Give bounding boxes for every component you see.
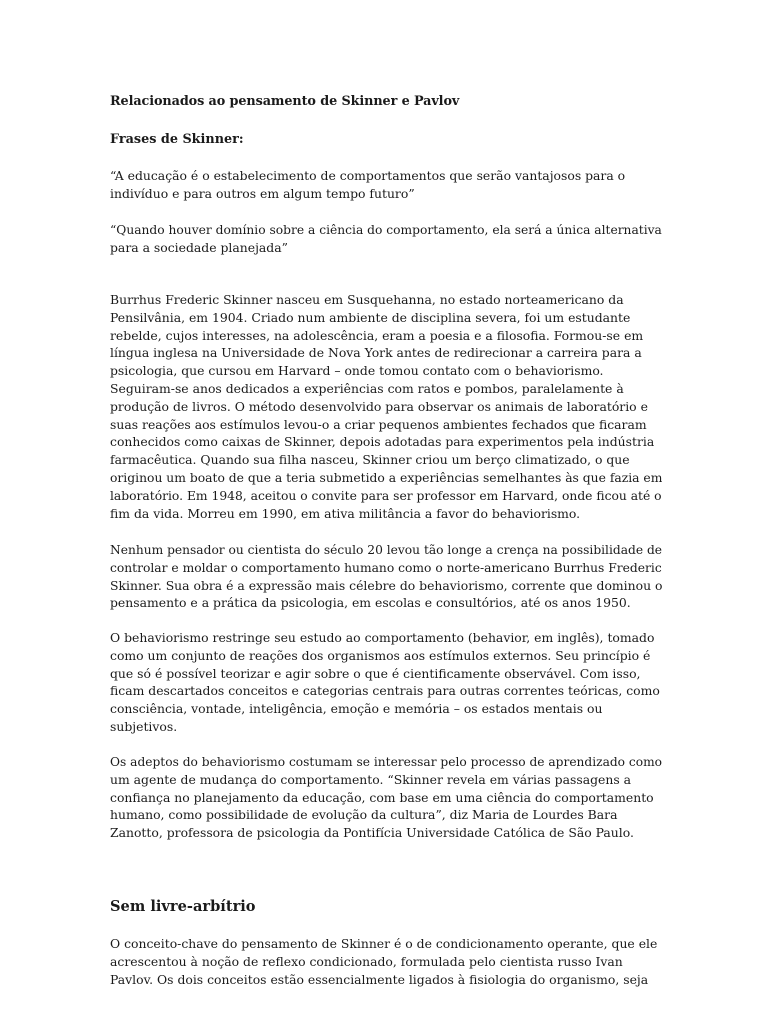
- paragraph-line: consciência, vontade, inteligência, emoção e memória – os estados mentais ou: [110, 701, 603, 717]
- paragraph-line: conhecidos como caixas de Skinner, depois adotadas para experimentos pela indústria: [110, 434, 655, 450]
- paragraph-line: originou um boato de que a teria submetido a experiências semelhantes às que fazia em: [110, 469, 662, 485]
- quote-line: para a sociedade planejada”: [110, 239, 288, 255]
- paragraph-line: fim da vida. Morreu em 1990, em ativa militância a favor do behaviorismo.: [110, 505, 581, 521]
- quote-line: “Quando houver domínio sobre a ciência do comportamento, ela será a única alternativa: [110, 222, 662, 237]
- paragraph-line: Zanotto, professora de psicologia da Pontifícia Universidade Católica de São Paulo.: [110, 825, 634, 841]
- document-page: [110, 0, 662, 1024]
- paragraph-line: farmacêutica. Quando sua filha nasceu, Skinner criou um berço climatizado, o que: [110, 452, 630, 468]
- paragraph-line: Pensilvânia, em 1904. Criado num ambiente de disciplina severa, foi um estudante: [110, 309, 631, 325]
- paragraph-line: rebelde, cujos interesses, na adolescência, eram a poesia e a filosofia. Formou-se em: [110, 327, 644, 343]
- paragraph-line: Nenhum pensador ou cientista do século 20 levou tão longe a crença na possibilidade de: [110, 542, 662, 557]
- paragraph-line: O behaviorismo restringe seu estudo ao comportamento (behavior, em inglês), tomado: [110, 630, 655, 645]
- quote-2: [110, 221, 662, 257]
- paragraph-line: Seguiram-se anos dedicados a experiências com ratos e pombos, paralelamente à: [110, 380, 624, 396]
- paragraph-line: subjetivos.: [110, 718, 178, 734]
- paragraph-line: O conceito-chave do pensamento de Skinner é o de condicionamento operante, que ele: [110, 936, 658, 951]
- quote-line: “A educação é o estabelecimento de comportamentos que serão vantajosos para o: [110, 168, 626, 183]
- paragraph-line: psicologia, que cursou em Harvard – onde tomou contato com o behaviorismo.: [110, 363, 604, 379]
- paragraph-line: acrescentou à noção de reflexo condicionado, formulada pelo cientista russo Ivan: [110, 953, 623, 969]
- paragraph-line: ficam descartados conceitos e categorias centrais para outras correntes teóricas, como: [110, 683, 660, 699]
- paragraph-line: controlar e moldar o comportamento humano como o norte-americano Burrhus Frederic: [110, 559, 662, 575]
- paragraph-line: Pavlov. Os dois conceitos estão essencialmente ligados à fisiologia do organismo, seja: [110, 971, 649, 987]
- paragraph-line: produção de livros. O método desenvolvido para observar os animais de laboratório e: [110, 398, 648, 414]
- paragraph-line: humano, como possibilidade de evolução da cultura”, diz Maria de Lourdes Bara: [110, 807, 618, 823]
- paragraph-influence: [110, 541, 662, 612]
- paragraph-line: pensamento e a prática da psicologia, em escolas e consultórios, até os anos 1950.: [110, 595, 631, 611]
- paragraph-learning: [110, 753, 662, 842]
- quote-1: [110, 167, 662, 203]
- quotes-heading: Frases de Skinner:: [110, 132, 244, 147]
- paragraph-line: Burrhus Frederic Skinner nasceu em Susquehanna, no estado norteamericano da: [110, 292, 624, 307]
- paragraph-biography: [110, 291, 662, 522]
- paragraph-line: língua inglesa na Universidade de Nova York antes de redirecionar a carreira para a: [110, 345, 642, 361]
- paragraph-line: como um conjunto de reações dos organismos aos estímulos externos. Seu princípio é: [110, 647, 651, 663]
- paragraph-line: um agente de mudança do comportamento. “Skinner revela em várias passagens a: [110, 771, 632, 787]
- paragraph-conditioning: [110, 935, 662, 988]
- section-heading: Sem livre-arbítrio: [110, 898, 256, 915]
- quote-line: indivíduo e para outros em algum tempo futuro”: [110, 185, 415, 201]
- paragraph-line: suas reações aos estímulos levou-o a criar pequenos ambientes fechados que ficaram: [110, 416, 647, 432]
- paragraph-line: confiança no planejamento da educação, com base em uma ciência do comportamento: [110, 789, 654, 805]
- paragraph-line: Skinner. Sua obra é a expressão mais célebre do behaviorismo, corrente que dominou o: [110, 577, 662, 593]
- paragraph-line: Os adeptos do behaviorismo costumam se interessar pelo processo de aprendizado como: [110, 754, 662, 769]
- paragraph-line: que só é possível teorizar e agir sobre o que é cientificamente observável. Com isso,: [110, 665, 641, 681]
- paragraph-behaviorism: [110, 629, 662, 736]
- document-title: Relacionados ao pensamento de Skinner e Pavlov: [110, 94, 460, 109]
- paragraph-line: laboratório. Em 1948, aceitou o convite para ser professor em Harvard, onde ficou até o: [110, 487, 662, 503]
